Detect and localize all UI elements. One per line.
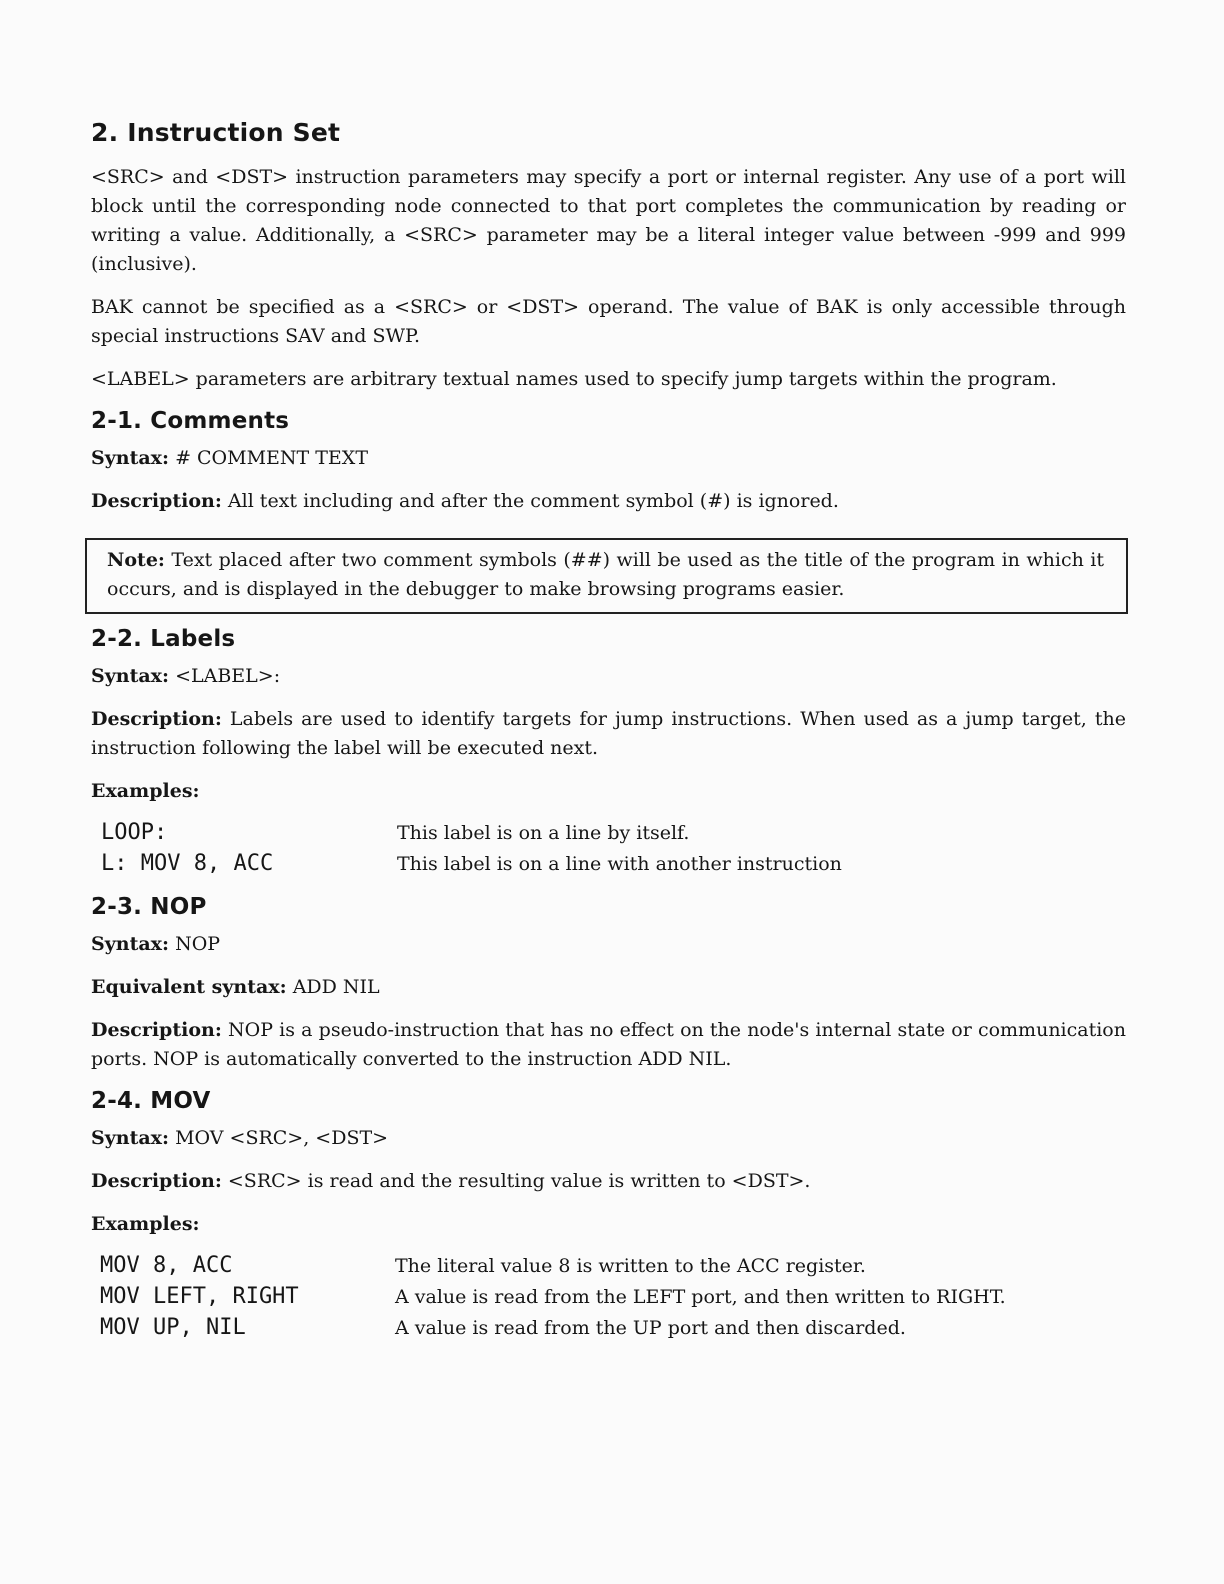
description-text: Labels are used to identify targets for jump instructions. When used as a jump target, the instruction following the label will be executed next. bbox=[91, 708, 1126, 759]
label-paragraph: <LABEL> parameters are arbitrary textual names used to specify jump targets within the program. bbox=[91, 368, 1057, 390]
example-row bbox=[91, 851, 1126, 882]
syntax-label: Syntax: bbox=[91, 1127, 170, 1149]
syntax-value: # COMMENT TEXT bbox=[175, 447, 368, 469]
example-description: This label is on a line with another instruction bbox=[397, 853, 842, 875]
example-row bbox=[91, 820, 1126, 851]
labels-heading: 2-2. Labels bbox=[91, 626, 236, 652]
example-row bbox=[91, 1253, 1126, 1284]
example-code: MOV UP, NIL bbox=[100, 1315, 246, 1340]
nop-description bbox=[91, 1016, 1126, 1074]
mov-syntax bbox=[91, 1124, 1126, 1153]
example-description: A value is read from the LEFT port, and then written to RIGHT. bbox=[395, 1286, 1006, 1308]
bak-paragraph: BAK cannot be specified as a <SRC> or <DST> operand. The value of BAK is only accessible through special instructions SAV and SWP. bbox=[91, 296, 1126, 347]
note-label: Note: bbox=[107, 549, 165, 571]
labels-examples-label: Examples: bbox=[91, 780, 200, 802]
equivalent-value: ADD NIL bbox=[292, 976, 380, 998]
manual-page bbox=[91, 118, 1126, 1358]
description-label: Description: bbox=[91, 1170, 222, 1192]
description-text: NOP is a pseudo-instruction that has no effect on the node's internal state or communication ports. NOP is automatically converted to the instruction ADD NIL. bbox=[91, 1019, 1126, 1070]
description-label: Description: bbox=[91, 708, 222, 730]
comments-description bbox=[91, 487, 1126, 516]
mov-heading: 2-4. MOV bbox=[91, 1088, 211, 1114]
description-label: Description: bbox=[91, 1019, 222, 1041]
syntax-label: Syntax: bbox=[91, 447, 170, 469]
example-code: LOOP: bbox=[101, 820, 168, 845]
labels-description bbox=[91, 705, 1126, 763]
syntax-value: <LABEL>: bbox=[175, 665, 281, 687]
description-label: Description: bbox=[91, 490, 222, 512]
example-code: L: MOV 8, ACC bbox=[101, 851, 274, 876]
example-description: A value is read from the UP port and then discarded. bbox=[395, 1317, 906, 1339]
example-code: MOV 8, ACC bbox=[100, 1253, 233, 1278]
syntax-label: Syntax: bbox=[91, 933, 170, 955]
comments-heading: 2-1. Comments bbox=[91, 408, 290, 434]
section-title: 2. Instruction Set bbox=[91, 118, 341, 147]
nop-heading: 2-3. NOP bbox=[91, 894, 207, 920]
syntax-value: MOV <SRC>, <DST> bbox=[175, 1127, 389, 1149]
syntax-label: Syntax: bbox=[91, 665, 170, 687]
labels-examples bbox=[91, 820, 1126, 882]
labels-syntax bbox=[91, 662, 1126, 691]
example-code: MOV LEFT, RIGHT bbox=[100, 1284, 299, 1309]
nop-equivalent bbox=[91, 973, 1126, 1002]
example-row bbox=[91, 1315, 1126, 1346]
note-box bbox=[85, 538, 1128, 614]
description-text: All text including and after the comment symbol (#) is ignored. bbox=[227, 490, 839, 512]
note-text: Text placed after two comment symbols (##) will be used as the title of the program in which it occurs, and is displayed in the debugger to make browsing programs easier. bbox=[107, 549, 1104, 600]
example-row bbox=[91, 1284, 1126, 1315]
mov-description bbox=[91, 1167, 1126, 1196]
nop-syntax bbox=[91, 930, 1126, 959]
syntax-value: NOP bbox=[175, 933, 221, 955]
description-text: <SRC> is read and the resulting value is written to <DST>. bbox=[227, 1170, 811, 1192]
example-description: This label is on a line by itself. bbox=[397, 822, 690, 844]
example-description: The literal value 8 is written to the ACC register. bbox=[395, 1255, 866, 1277]
intro-paragraph: <SRC> and <DST> instruction parameters may specify a port or internal register. Any use of a port will block until the corresponding node connected to that port completes the communication by reading or writing a value. Additionally, a <SRC> parameter may be a literal integer value between -999 and 999 (inclusive). bbox=[91, 166, 1126, 275]
mov-examples-label: Examples: bbox=[91, 1213, 200, 1235]
comments-syntax bbox=[91, 444, 1126, 473]
equivalent-label: Equivalent syntax: bbox=[91, 976, 287, 998]
mov-examples bbox=[91, 1253, 1126, 1346]
